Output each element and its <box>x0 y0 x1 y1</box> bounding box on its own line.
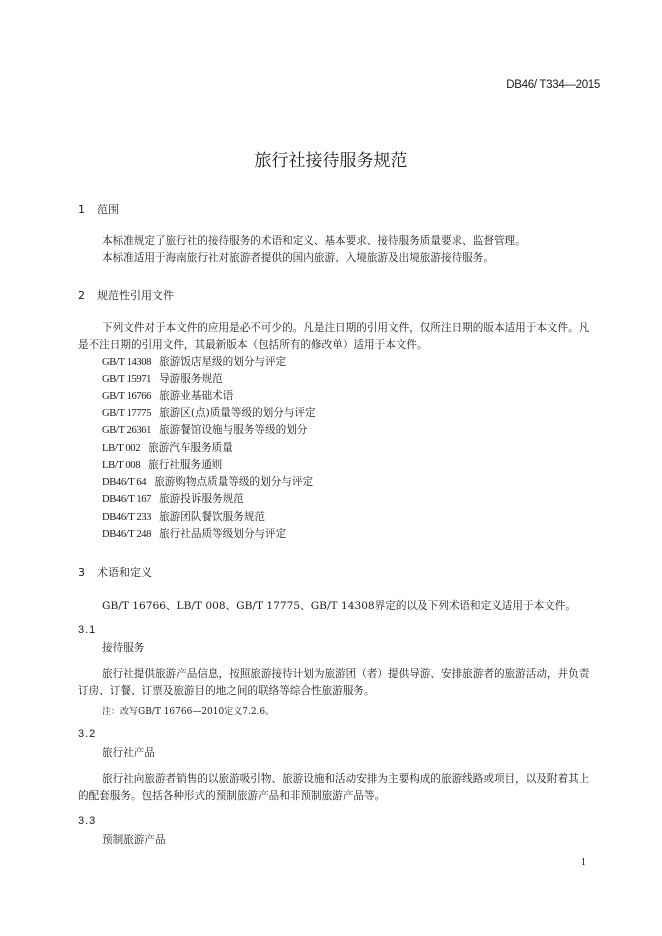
term-definition: 旅行社提供旅游产品信息，按照旅游接待计划为旅游团（者）提供导游、安排旅游者的旅游活动，并负责订房、订餐、订票及旅游目的地之间的联络等综合性旅游服务。 <box>78 668 590 697</box>
reference-title: 旅游业基础术语 <box>159 390 234 402</box>
reference-code: DB46/T 233 <box>102 512 152 523</box>
reference-title: 导游服务规范 <box>159 373 223 385</box>
section-number: 2 <box>78 289 85 302</box>
reference-code: GB/T 16766 <box>102 391 152 402</box>
reference-title: 旅游餐馆设施与服务等级的划分 <box>159 424 308 436</box>
reference-item <box>102 422 307 437</box>
reference-code: LB/T 002 <box>102 443 141 454</box>
reference-item <box>102 440 233 455</box>
reference-title: 旅游团队餐饮服务规范 <box>159 511 266 523</box>
reference-item <box>102 388 233 403</box>
term-name: 预制旅游产品 <box>102 834 166 846</box>
section-title: 规范性引用文件 <box>97 289 174 302</box>
reference-item <box>102 491 244 506</box>
term-number: 3.2 <box>78 728 97 740</box>
reference-code: DB46/T 64 <box>102 477 147 488</box>
reference-code: LB/T 008 <box>102 460 141 471</box>
section-title: 范围 <box>97 203 119 216</box>
section-2-heading <box>78 287 174 303</box>
reference-title: 旅游汽车服务质量 <box>148 442 233 454</box>
term-definition: 旅行社向旅游者销售的以旅游吸引物、旅游设施和活动安排为主要构成的旅游线路或项目，以及附着其上的配套服务。包括各种形式的预制旅游产品和非预制旅游产品等。 <box>78 773 590 802</box>
term-name: 旅行社产品 <box>102 747 155 759</box>
document-title: 旅行社接待服务规范 <box>254 151 408 171</box>
reference-item <box>102 354 286 369</box>
reference-title: 旅游投诉服务规范 <box>159 493 244 505</box>
reference-title: 旅行社服务通则 <box>148 459 223 471</box>
reference-item <box>102 405 316 420</box>
section-1-heading <box>78 201 119 217</box>
section-number: 3 <box>78 566 85 579</box>
reference-title: 旅行社品质等级划分与评定 <box>159 528 287 540</box>
reference-title: 旅游区(点)质量等级的划分与评定 <box>159 407 316 419</box>
term-number: 3.3 <box>78 815 97 827</box>
reference-item <box>102 526 286 541</box>
reference-item <box>102 371 223 386</box>
standard-code: DB46/ T334—2015 <box>506 79 600 91</box>
term-name: 接待服务 <box>102 642 145 654</box>
reference-code: GB/T 14308 <box>102 357 152 368</box>
reference-code: DB46/T 248 <box>102 529 152 540</box>
section-3-intro: GB/T 16766、LB/T 008、GB/T 17775、GB/T 14308界定的以及下列术语和定义适用于本文件。 <box>102 600 576 612</box>
reference-item <box>102 509 265 524</box>
reference-title: 旅游饭店星级的划分与评定 <box>159 356 287 368</box>
reference-code: GB/T 15971 <box>102 374 152 385</box>
reference-code: GB/T 26361 <box>102 425 152 436</box>
reference-code: GB/T 17775 <box>102 408 152 419</box>
section-3-heading <box>78 564 152 580</box>
reference-code: DB46/T 167 <box>102 494 152 505</box>
reference-item <box>102 474 313 489</box>
term-number: 3.1 <box>78 624 97 636</box>
section-2-intro: 下列文件对于本文件的应用是必不可少的。凡是注日期的引用文件，仅所注日期的版本适用于本文件。凡是不注日期的引用文件，其最新版本（包括所有的修改单）适用于本文件。 <box>78 322 590 351</box>
section-number: 1 <box>78 203 85 216</box>
section-1-paragraph-2: 本标准适用于海南旅行社对旅游者提供的国内旅游、入境旅游及出境旅游接待服务。 <box>102 252 494 264</box>
section-title: 术语和定义 <box>97 566 152 579</box>
reference-item <box>102 457 222 472</box>
reference-title: 旅游购物点质量等级的划分与评定 <box>154 476 314 488</box>
section-1-paragraph-1: 本标准规定了旅行社的接待服务的术语和定义、基本要求、接待服务质量要求、监督管理。 <box>102 235 526 247</box>
page-number: 1 <box>580 857 586 868</box>
term-note: 注：改写GB/T 16766—2010定义7.2.6。 <box>102 707 275 717</box>
